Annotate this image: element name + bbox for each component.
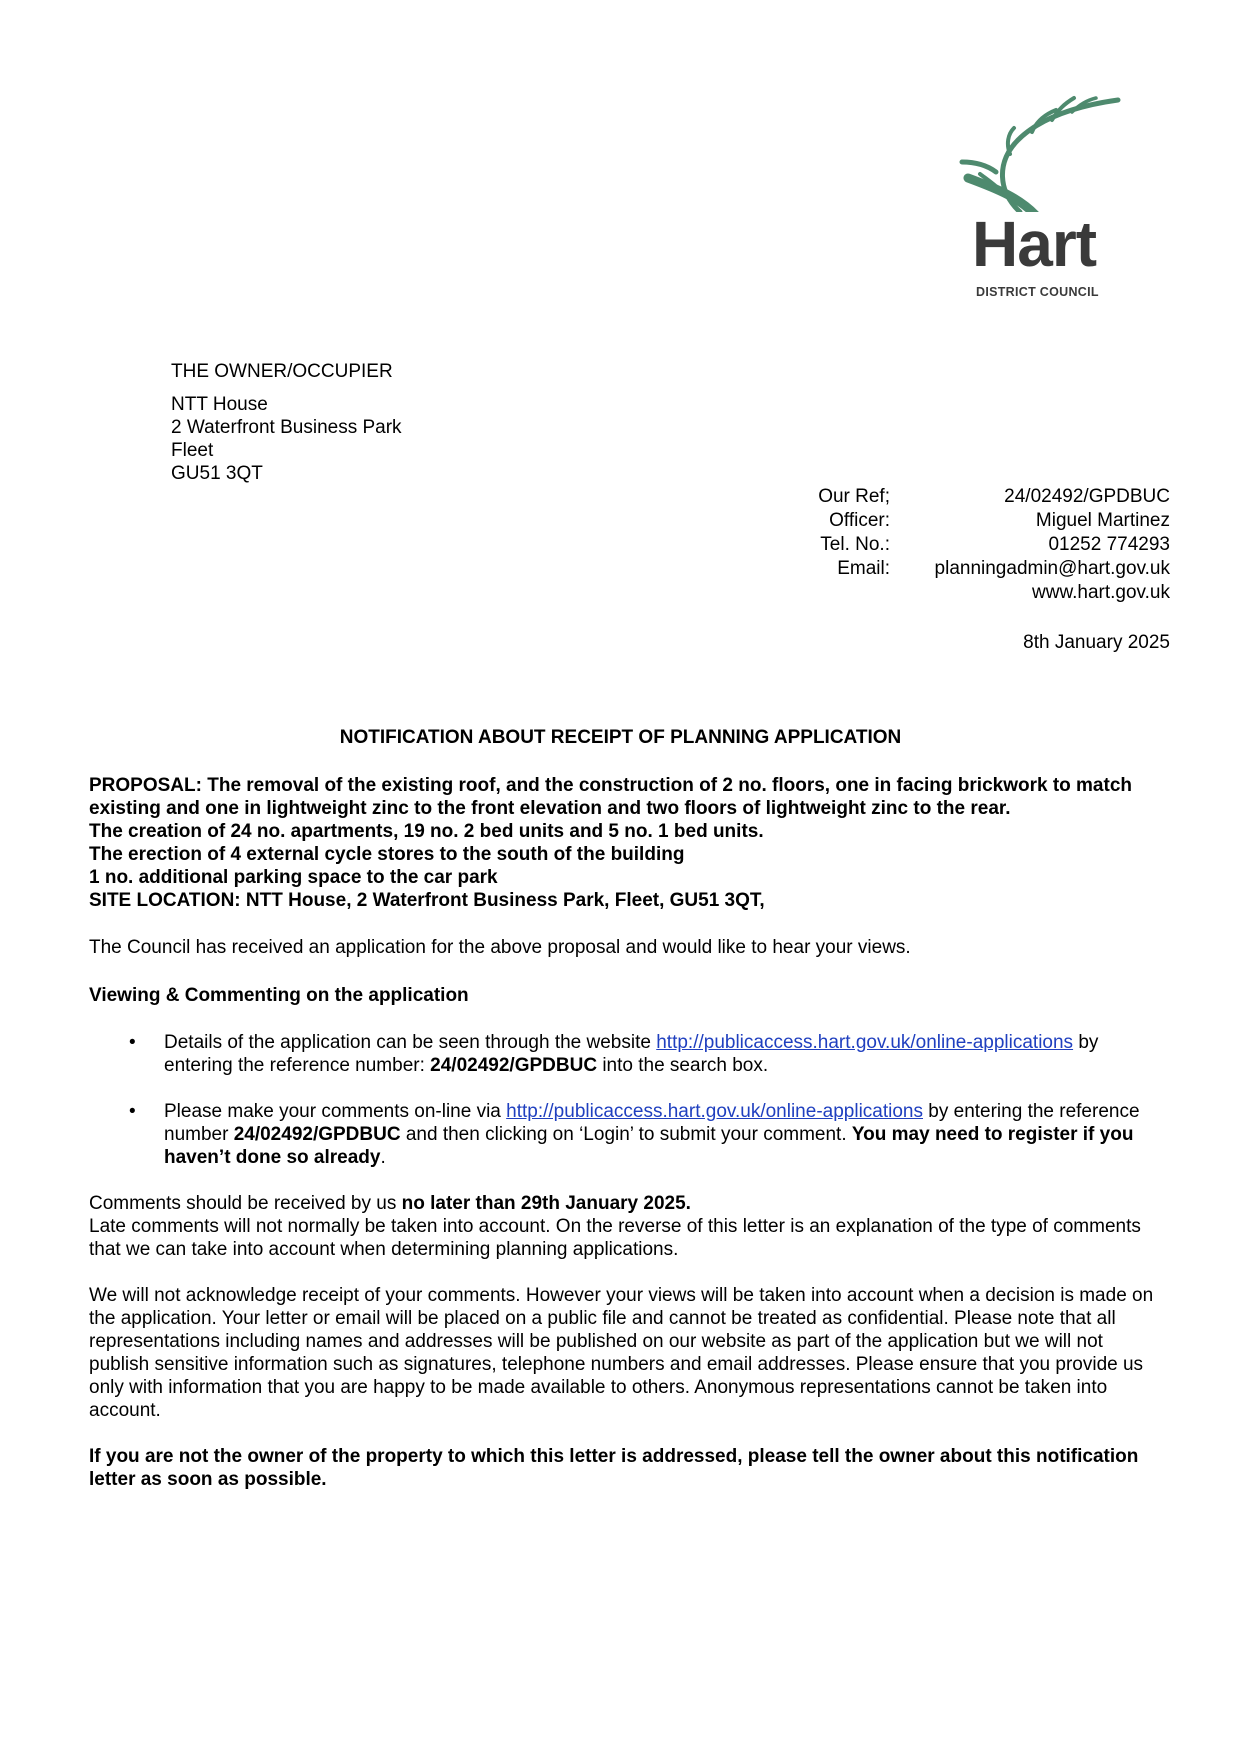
address-line: GU51 3QT (171, 463, 263, 484)
reference-block (700, 485, 1170, 653)
ref-label: Officer: (829, 510, 890, 531)
owner-notice: If you are not the owner of the property to which this letter is addressed, please tell the owner about this notification letter as soon as possible. (89, 1446, 1139, 1490)
bullet-icon: • (129, 1101, 136, 1122)
ref-label: Our Ref; (818, 486, 890, 507)
ref-label: Email: (837, 558, 890, 579)
logo-wordmark: Hart (972, 208, 1097, 280)
letter-date: 8th January 2025 (1023, 632, 1170, 653)
ref-value: 01252 774293 (1048, 534, 1170, 555)
stag-antler-icon (940, 92, 1140, 212)
letter-body (89, 774, 1159, 1491)
reference-number: 24/02492/GPDBUC (233, 1124, 401, 1145)
logo-subtitle: DISTRICT COUNCIL (976, 285, 1099, 299)
list-item: • Details of the application can be seen through the website http://publicaccess.hart.gov.uk/online-applications by entering the reference number: 24/02492/GPDBUC into the search box. (129, 1032, 1099, 1076)
proposal-section (89, 774, 1159, 912)
viewing-heading: Viewing & Commenting on the application (89, 985, 469, 1006)
proposal-line: The creation of 24 no. apartments, 19 no. 2 bed units and 5 no. 1 bed units. (89, 821, 764, 842)
site-location: SITE LOCATION: NTT House, 2 Waterfront Business Park, Fleet, GU51 3QT, (89, 890, 765, 911)
ref-value: Miguel Martinez (1035, 510, 1170, 531)
ref-value: 24/02492/GPDBUC (1004, 486, 1170, 507)
online-applications-link[interactable]: http://publicaccess.hart.gov.uk/online-applications (656, 1032, 1074, 1053)
ref-row-telephone (700, 533, 1170, 557)
bullet-icon: • (129, 1032, 136, 1053)
deadline-paragraph: Comments should be received by us no later than 29th January 2025. (89, 1193, 691, 1214)
late-comments-paragraph: Late comments will not normally be taken into account. On the reverse of this letter is an explanation of the type of comments that we can take into account when determining planning applications. (89, 1216, 1141, 1260)
council-logo (940, 92, 1140, 302)
proposal-line: 1 no. additional parking space to the car park (89, 867, 498, 888)
address-line: 2 Waterfront Business Park (171, 417, 402, 438)
register-note: You may need to register if you haven’t done so already (164, 1124, 1134, 1168)
ref-row-email (700, 557, 1170, 581)
ref-value: planningadmin@hart.gov.uk (934, 558, 1170, 579)
viewing-list (89, 1031, 1159, 1169)
ref-row-our-ref (700, 485, 1170, 509)
list-item: • Please make your comments on-line via http://publicaccess.hart.gov.uk/online-applications by entering the reference number 24/02492/GPDBUC and then clicking on ‘Login’ to submit your comment. You may need to register if you haven’t done so already. (129, 1101, 1140, 1168)
ref-row-officer (700, 509, 1170, 533)
ref-label: Tel. No.: (820, 534, 890, 555)
council-website: www.hart.gov.uk (1032, 582, 1170, 603)
acknowledge-paragraph: We will not acknowledge receipt of your comments. However your views will be taken into account when a decision is made on the application. Your letter or email will be placed on a public file and cannot be treated as confidential. Please note that all representations including names and addresses will be published on our website as part of the application but we will not publish sensitive information such as signatures, telephone numbers and email addresses. Please ensure that you provide us only with information that you are happy to be made available to others. Anonymous representations cannot be taken into account. (89, 1285, 1154, 1421)
comment-online-link[interactable]: http://publicaccess.hart.gov.uk/online-applications (506, 1101, 923, 1122)
proposal-line: The erection of 4 external cycle stores to the south of the building (89, 844, 685, 865)
address-line: NTT House (171, 394, 268, 415)
recipient-title: THE OWNER/OCCUPIER (171, 361, 393, 382)
proposal-line: PROPOSAL: The removal of the existing roof, and the construction of 2 no. floors, one in facing brickwork to match existing and one in lightweight zinc to the front elevation and two floors of lightweight zinc to the rear. (89, 775, 1132, 819)
recipient-address (171, 360, 402, 485)
letter-title: NOTIFICATION ABOUT RECEIPT OF PLANNING APPLICATION (339, 727, 902, 748)
reference-number: 24/02492/GPDBUC (430, 1055, 598, 1076)
intro-paragraph: The Council has received an application for the above proposal and would like to hear your views. (89, 937, 911, 958)
address-line: Fleet (171, 440, 214, 461)
deadline-date: no later than 29th January 2025. (401, 1193, 691, 1214)
